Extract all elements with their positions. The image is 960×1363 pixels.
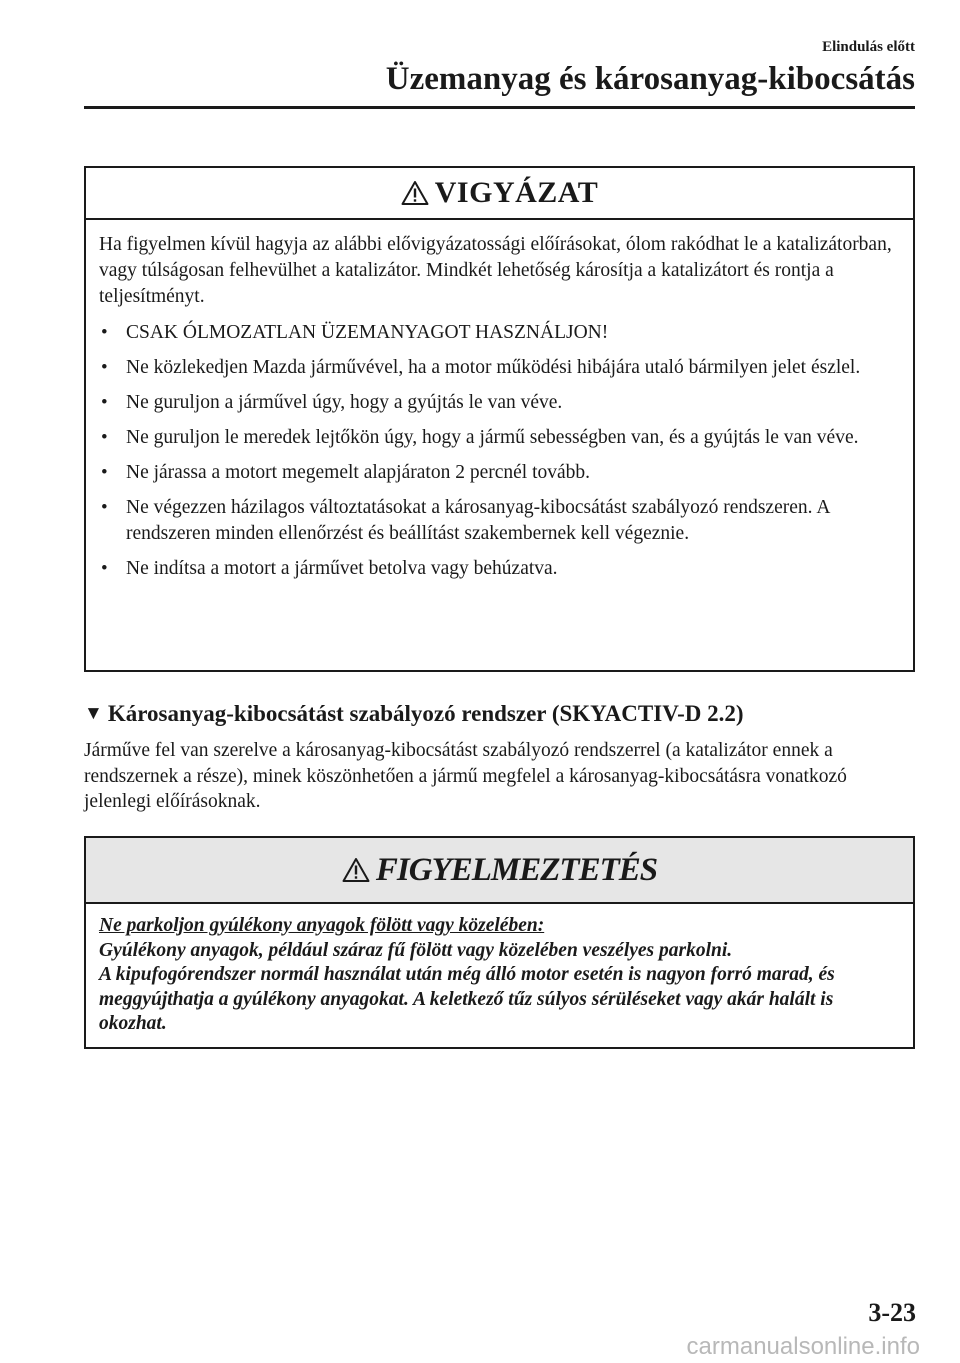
list-item: • Ne guruljon le meredek lejtőkön úgy, hogy a jármű sebességben van, és a gyújtás le van véve. [99, 425, 899, 451]
warning-triangle-icon [342, 857, 370, 883]
caution-bullet-list [99, 320, 899, 582]
bullet-icon: • [101, 357, 108, 378]
watermark: carmanualsonline.info [686, 1333, 920, 1360]
emission-control-section [84, 700, 915, 815]
warning-subheading: Ne parkoljon gyúlékony anyagok fölött vagy közelében: [99, 915, 545, 936]
caution-header [86, 168, 913, 220]
bullet-icon: • [101, 558, 108, 579]
page-header [386, 38, 915, 100]
bullet-icon: • [101, 497, 108, 518]
list-item: • Ne végezzen házilagos változtatásokat a károsanyag-kibocsátást szabályozó rendszeren. A rendszeren minden ellenőrzést és beállítást szakembernek kell végeznie. [101, 497, 830, 544]
warning-body [86, 904, 913, 1037]
warning-box [84, 836, 915, 1049]
section-paragraph: Járműve fel van szerelve a károsanyag-kibocsátást szabályozó rendszerrel (a katalizátor ennek a rendszernek a része), minek köszönhetően a jármű megfelel a károsanyag-kibocsátásra vonatkozó jelenlegi előírásoknak. [84, 740, 847, 812]
caution-title: VIGYÁZAT [434, 176, 599, 209]
down-triangle-icon: ▼ [84, 703, 103, 724]
warning-text: A kipufogórendszer normál használat után még álló motor esetén is nagyon forró marad, és meggyújthatja a gyúlékony anyagokat. A keletkező tűz súlyos sérüléseket vagy akár halált is okozhat. [99, 964, 835, 1034]
caution-box [84, 166, 915, 672]
bullet-icon: • [101, 392, 108, 413]
section-heading: ▼ Károsanyag-kibocsátást szabályozó rendszer (SKYACTIV-D 2.2) [84, 701, 744, 726]
section-label: Elindulás előtt [822, 39, 915, 55]
chapter-title: Üzemanyag és károsanyag-kibocsátás [385, 61, 915, 97]
list-item: • Ne közlekedjen Mazda járművével, ha a motor működési hibájára utaló bármilyen jelet észlel. [99, 355, 899, 381]
warning-text: Gyúlékony anyagok, például száraz fű fölött vagy közelében veszélyes parkolni. [99, 939, 733, 961]
list-item: • Ne járassa a motort megemelt alapjáraton 2 percnél tovább. [99, 460, 899, 486]
list-item: • CSAK ÓLMOZATLAN ÜZEMANYAGOT HASZNÁLJON! [99, 320, 899, 346]
page-number: 3-23 [868, 1298, 916, 1327]
list-item: • Ne indítsa a motort a járművet betolva vagy behúzatva. [99, 556, 899, 582]
warning-header [86, 838, 913, 904]
list-item: • Ne guruljon a járművel úgy, hogy a gyújtás le van véve. [99, 390, 899, 416]
warning-title: FIGYELMEZTETÉS [375, 851, 658, 888]
bullet-icon: • [101, 462, 108, 483]
header-rule [84, 106, 915, 109]
bullet-icon: • [101, 322, 108, 343]
warning-triangle-icon [401, 180, 429, 206]
bullet-icon: • [101, 427, 108, 448]
caution-intro: Ha figyelmen kívül hagyja az alábbi elővigyázatossági előírásokat, ólom rakódhat le a katalizátorban, vagy túlságosan felhevülhet a katalizátor. Mindkét lehetőség károsítja a katalizátort és rontja a teljesítményt. [99, 234, 892, 307]
caution-body [86, 220, 913, 582]
